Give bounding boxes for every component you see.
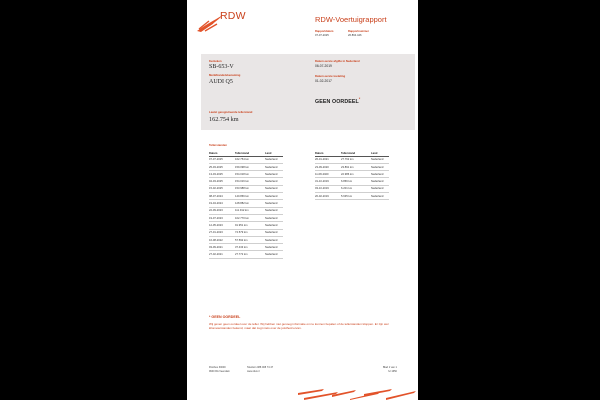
cell-tellerstand: 162.754 km — [235, 156, 265, 163]
cell-datum: 27-01-2023 — [209, 229, 235, 236]
table-row — [209, 244, 283, 251]
report-title: RDW-Voertuigrapport — [315, 15, 387, 24]
report-date-label: Rapportdatum — [315, 30, 334, 33]
report-number-value: 26.864.446 — [348, 34, 362, 37]
cell-tellerstand: 102.770 km — [235, 214, 265, 221]
cell-tellerstand: 154.018 km — [235, 171, 265, 178]
eerste-afgifte-label: Datum eerste afgifte in Nederland — [315, 59, 360, 63]
cell-datum: 31-10-2019 — [315, 178, 341, 185]
cell-land: Nederland — [265, 214, 283, 221]
table-row — [209, 178, 283, 185]
footer-address-line: 9640 RA Veendam — [209, 370, 230, 374]
cell-land: Nederland — [265, 185, 283, 192]
decorative-stripes — [294, 388, 418, 400]
cell-datum: 19-04-2024 — [209, 200, 235, 207]
table-row — [209, 163, 283, 170]
cell-land: Nederland — [371, 178, 389, 185]
cell-tellerstand: 57.592 km — [235, 236, 265, 243]
cell-datum: 03-10-2019 — [315, 185, 341, 192]
cell-datum: 22-09-2023 — [209, 207, 235, 214]
cell-tellerstand: 6.201 km — [341, 185, 371, 192]
cell-datum: 23-09-2020 — [315, 163, 341, 170]
odometer-section-title: Tellerstanden — [209, 143, 227, 147]
cell-datum: 26-01-2021 — [315, 156, 341, 163]
col-header-land: Land — [371, 152, 389, 156]
table-row — [209, 251, 283, 258]
table-row — [209, 193, 283, 200]
col-header-datum: Datum — [315, 152, 341, 156]
cell-tellerstand: 159.098 km — [235, 163, 265, 170]
cell-land: Nederland — [265, 244, 283, 251]
table-row — [209, 229, 283, 236]
oordeel-footnote-mark: * — [358, 97, 361, 101]
report-date-block — [315, 30, 333, 38]
table-row — [209, 214, 283, 221]
odometer-table-right — [315, 152, 389, 200]
cell-tellerstand: 74.579 km — [235, 229, 265, 236]
merk-value: AUDI Q5 — [209, 79, 233, 85]
cell-datum: 15-02-2025 — [209, 185, 235, 192]
col-header-tellerstand: Tellerstand — [341, 152, 371, 156]
oordeel-text: GEEN OORDEEL — [315, 98, 359, 105]
table-row — [209, 222, 283, 229]
cell-datum: 07-07-2025 — [209, 156, 235, 163]
footer-address — [209, 366, 230, 375]
cell-tellerstand: 91.951 km — [235, 222, 265, 229]
eerste-toelating-label: Datum eerste toelating — [315, 74, 346, 78]
cell-land: Nederland — [371, 156, 389, 163]
table-row — [209, 171, 283, 178]
cell-tellerstand: 153.988 km — [235, 185, 265, 192]
vehicle-summary-panel — [201, 54, 415, 130]
tellerstand-label: Laatst geregistreerde tellerstand — [209, 110, 253, 114]
report-number-block — [348, 30, 369, 38]
cell-land: Nederland — [265, 236, 283, 243]
cell-tellerstand: 128.882 km — [235, 200, 265, 207]
cell-datum: 03-09-2021 — [209, 244, 235, 251]
table-row — [209, 185, 283, 192]
cell-land: Nederland — [265, 178, 283, 185]
table-row — [209, 236, 283, 243]
report-page — [187, 0, 418, 400]
col-header-tellerstand: Tellerstand — [235, 152, 265, 156]
odometer-table-left — [209, 152, 283, 259]
cell-land: Nederland — [371, 171, 389, 178]
eerste-afgifte-value: 06-07-2019 — [315, 64, 332, 68]
cell-tellerstand: 5.635 km — [341, 193, 371, 200]
merk-label: Merk/Handelsbenaming — [209, 73, 241, 77]
kenteken-label: Kenteken — [209, 59, 222, 63]
eerste-toelating-value: 01-02-2017 — [315, 79, 332, 83]
table-row — [315, 171, 389, 178]
report-number-label: Rapportnummer — [348, 30, 369, 33]
cell-datum: 25-03-2025 — [209, 163, 235, 170]
table-row — [209, 200, 283, 207]
cell-tellerstand: 23.891 km — [341, 163, 371, 170]
oordeel-note-title: * GEEN OORDEEL — [209, 315, 241, 319]
cell-tellerstand: 27.762 km — [341, 156, 371, 163]
table-row — [209, 156, 283, 163]
cell-tellerstand: 27.772 km — [235, 251, 265, 258]
cell-datum: 04-03-2025 — [209, 178, 235, 185]
footer-contact — [247, 366, 273, 375]
cell-tellerstand: 22.986 km — [341, 171, 371, 178]
cell-tellerstand: 37.433 km — [235, 244, 265, 251]
report-date-value: 07-07-2025 — [315, 34, 329, 37]
oordeel-note-body: Wij geven geen oordeel over de teller. Wij hebben niet genoeg informatie om te kunnen bepalen of de tellerstanden kloppen. Er zijn wel kilometerstanden bekend, maar dat zegt niets over de juistheid ervan. — [209, 322, 389, 331]
cell-datum: 08-07-2024 — [209, 193, 235, 200]
footer-doc-code: IvI 1650 — [388, 370, 397, 374]
cell-land: Nederland — [265, 200, 283, 207]
cell-datum: 20-02-2019 — [315, 193, 341, 200]
footer-phone: Telefoon 088 008 74 47 — [247, 366, 274, 369]
cell-land: Nederland — [265, 193, 283, 200]
cell-land: Nederland — [265, 163, 283, 170]
cell-land: Nederland — [265, 171, 283, 178]
cell-land: Nederland — [265, 251, 283, 258]
kenteken-value: SB-653-V — [209, 64, 234, 70]
oordeel-verdict — [315, 97, 360, 105]
footer-page-number: Blad 1 van 1 — [383, 366, 397, 369]
footer-address-line: Postbus 30000 — [209, 366, 226, 369]
cell-datum: 19-07-2023 — [209, 214, 235, 221]
table-row — [315, 163, 389, 170]
cell-tellerstand: 111.912 km — [235, 207, 265, 214]
table-row — [315, 193, 389, 200]
cell-tellerstand: 6.866 km — [341, 178, 371, 185]
table-row — [209, 207, 283, 214]
footer-page-info — [383, 366, 397, 375]
cell-datum: 13-03-2025 — [209, 171, 235, 178]
cell-land: Nederland — [265, 222, 283, 229]
cell-datum: 11-08-2020 — [315, 171, 341, 178]
cell-datum: 27-02-2021 — [209, 251, 235, 258]
col-header-land: Land — [265, 152, 283, 156]
cell-datum: 12-05-2023 — [209, 222, 235, 229]
cell-land: Nederland — [371, 163, 389, 170]
footer-website: www.rdw.nl — [247, 370, 260, 374]
cell-land: Nederland — [371, 185, 389, 192]
col-header-datum: Datum — [209, 152, 235, 156]
cell-land: Nederland — [265, 207, 283, 214]
tellerstand-value: 162.754 km — [209, 116, 239, 123]
cell-land: Nederland — [371, 193, 389, 200]
table-row — [315, 178, 389, 185]
cell-datum: 16-08-2022 — [209, 236, 235, 243]
cell-tellerstand: 140.866 km — [235, 193, 265, 200]
table-row — [315, 156, 389, 163]
table-row — [315, 185, 389, 192]
brand-name: RDW — [220, 10, 246, 22]
cell-land: Nederland — [265, 156, 283, 163]
cell-tellerstand: 154.016 km — [235, 178, 265, 185]
cell-land: Nederland — [265, 229, 283, 236]
